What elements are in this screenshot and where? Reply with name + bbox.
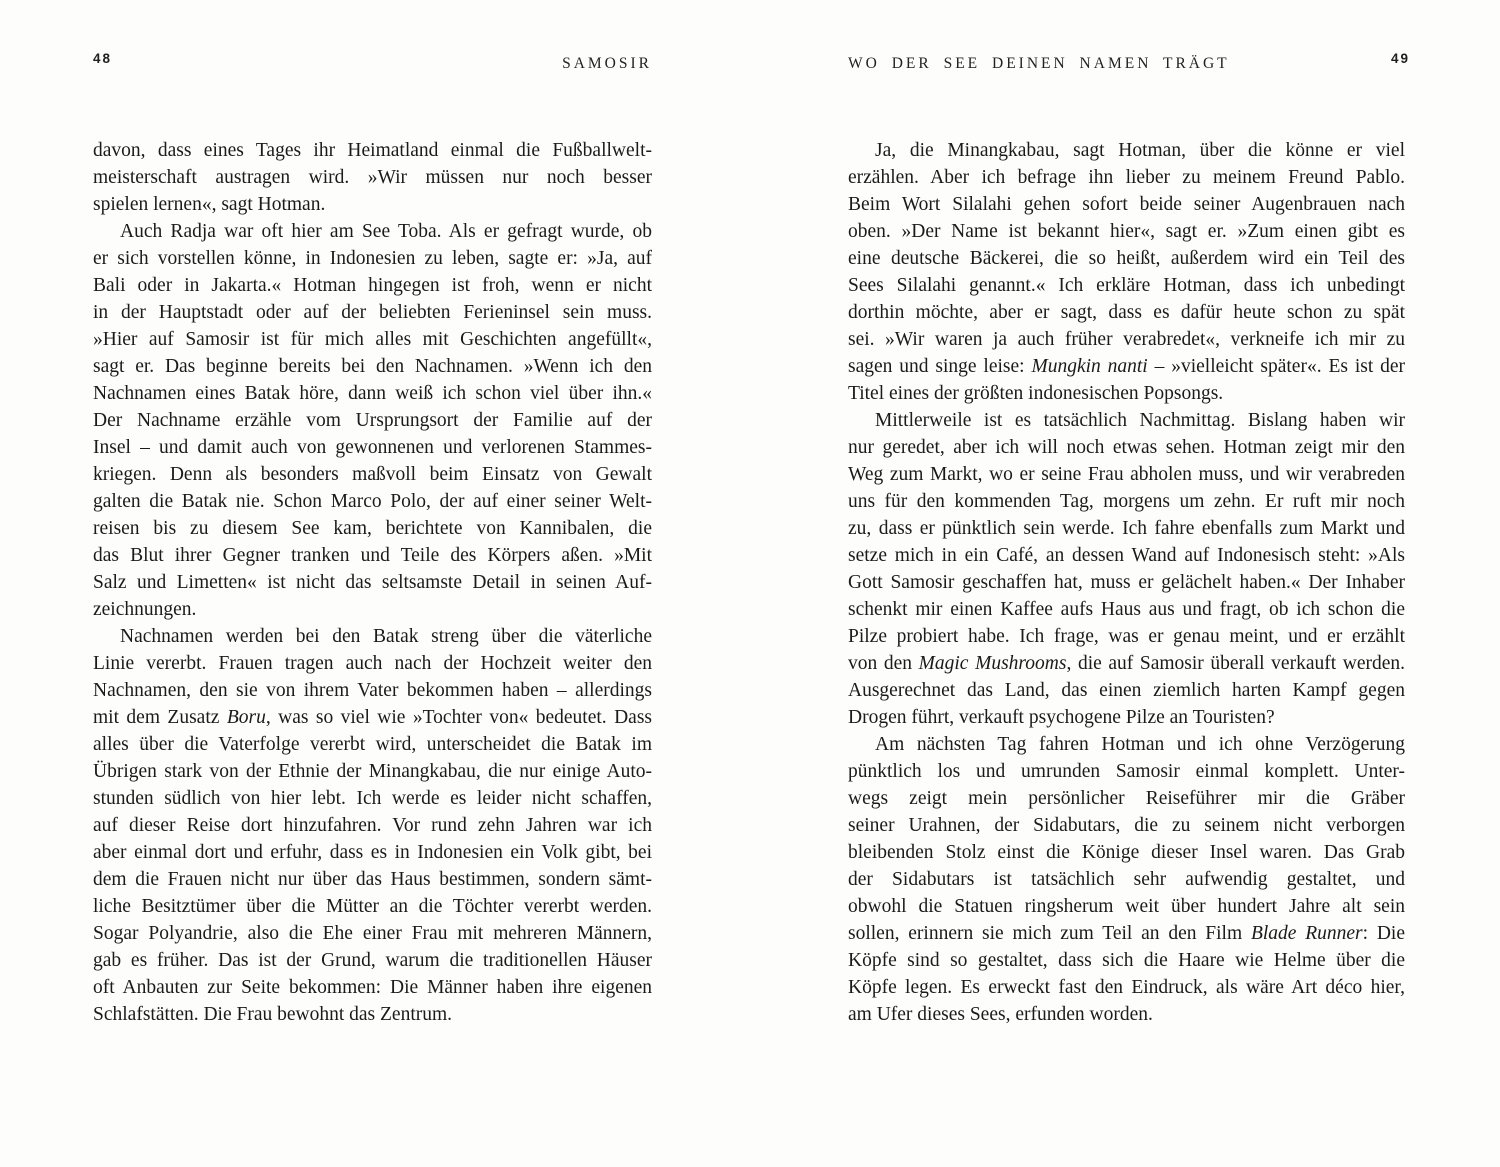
text-line: Weg zum Markt, wo er seine Frau abholen muss, und wir verabreden xyxy=(848,464,1405,485)
text-line: Bali oder in Jakarta.« Hotman hingegen ist froh, wenn er nicht xyxy=(93,275,652,296)
text-line: seiner Urahnen, der Sidabutars, die zu seinem nicht verborgen xyxy=(848,815,1405,836)
text-line: in der Hauptstadt oder auf der beliebten Ferieninsel sein muss. xyxy=(93,302,652,323)
text-line: Der Nachname erzähle vom Ursprungsort der Familie auf der xyxy=(93,410,652,431)
text-line: Köpfe legen. Es erweckt fast den Eindruck, als wäre Art déco hier, xyxy=(848,977,1405,998)
text-line: obwohl die Statuen ringsherum weit über hundert Jahre alt sein xyxy=(848,896,1405,917)
text-line: zu, dass er pünktlich sein werde. Ich fahre ebenfalls zum Markt und xyxy=(848,518,1405,539)
right-page-body xyxy=(848,137,1405,1028)
text-line: davon, dass eines Tages ihr Heimatland einmal die Fußballwelt- xyxy=(93,140,652,161)
text-line: bleibenden Stolz einst die Könige dieser Insel waren. Das Grab xyxy=(848,842,1405,863)
text-line: Pilze probiert habe. Ich frage, was er genau meint, und er erzählt xyxy=(848,626,1405,647)
text-line: aber einmal dort und erfuhr, dass es in Indonesien ein Volk gibt, bei xyxy=(93,842,652,863)
text-line: Gott Samosir geschaffen hat, muss er gelächelt haben.« Der Inhaber xyxy=(848,572,1405,593)
running-header-left: SAMOSIR xyxy=(562,55,652,72)
text-line: setze mich in ein Café, an dessen Wand auf Indonesisch steht: »Als xyxy=(848,545,1405,566)
left-page-body xyxy=(93,137,652,1028)
text-line: meisterschaft austragen wird. »Wir müssen nur noch besser xyxy=(93,167,652,188)
text-line: Ja, die Minangkabau, sagt Hotman, über die könne er viel xyxy=(875,140,1405,161)
text-line: Drogen führt, verkauft psychogene Pilze an Touristen? xyxy=(848,707,1275,728)
text-line: wegs zeigt mein persönlicher Reiseführer mir die Gräber xyxy=(848,788,1405,809)
text-line: spielen lernen«, sagt Hotman. xyxy=(93,194,326,215)
text-line: auf dieser Reise dort hinzufahren. Vor rund zehn Jahren war ich xyxy=(93,815,652,836)
text-line: Sogar Polyandrie, also die Ehe einer Frau mit mehreren Männern, xyxy=(93,923,652,944)
text-line: Sees Silalahi genannt.« Ich erkläre Hotman, dass ich unbedingt xyxy=(848,275,1405,296)
running-header-right: WO DER SEE DEINEN NAMEN TRÄGT xyxy=(848,55,1230,72)
text-line: Linie vererbt. Frauen tragen auch nach der Hochzeit weiter den xyxy=(93,653,652,674)
text-line: sagen und singe leise: Mungkin nanti – »vielleicht später«. Es ist der xyxy=(848,356,1405,377)
text-line: »Hier auf Samosir ist für mich alles mit Geschichten angefüllt«, xyxy=(93,329,652,350)
text-line: Ausgerechnet das Land, das einen ziemlich harten Kampf gegen xyxy=(848,680,1405,701)
text-line: Salz und Limetten« ist nicht das seltsamste Detail in seinen Auf- xyxy=(93,572,652,593)
text-line: Nachnamen, den sie von ihrem Vater bekommen haben – allerdings xyxy=(93,680,652,701)
text-line: Nachnamen werden bei den Batak streng über die väterliche xyxy=(120,626,652,647)
text-line: der Sidabutars ist tatsächlich sehr aufwendig gestaltet, und xyxy=(848,869,1405,890)
text-line: nur geredet, aber ich will noch etwas sehen. Hotman zeigt mir den xyxy=(848,437,1405,458)
text-line: alles über die Vaterfolge vererbt wird, unterscheidet die Batak im xyxy=(93,734,652,755)
text-line: pünktlich los und umrunden Samosir einmal komplett. Unter- xyxy=(848,761,1405,782)
text-line: sollen, erinnern sie mich zum Teil an den Film Blade Runner: Die xyxy=(848,923,1405,944)
text-line: Auch Radja war oft hier am See Toba. Als er gefragt wurde, ob xyxy=(120,221,652,242)
text-line: gab es früher. Das ist der Grund, warum die traditionellen Häuser xyxy=(93,950,652,971)
text-line: sei. »Wir waren ja auch früher verabredet«, verkneife ich mir zu xyxy=(848,329,1405,350)
text-line: am Ufer dieses Sees, erfunden worden. xyxy=(848,1004,1153,1025)
text-line: Mittlerweile ist es tatsächlich Nachmittag. Bislang haben wir xyxy=(875,410,1405,431)
text-line: Titel eines der größten indonesischen Popsongs. xyxy=(848,383,1224,404)
text-line: von den Magic Mushrooms, die auf Samosir überall verkauft werden. xyxy=(848,653,1405,674)
page-number-right: 49 xyxy=(1390,51,1410,66)
text-line: oft Anbauten zur Seite bekommen: Die Männer haben ihre eigenen xyxy=(93,977,652,998)
text-line: das Blut ihrer Gegner tranken und Teile des Körpers aßen. »Mit xyxy=(93,545,652,566)
text-line: Nachnamen eines Batak höre, dann weiß ich schon viel über ihn.« xyxy=(93,383,652,404)
text-line: stunden südlich von hier lebt. Ich werde es leider nicht schaffen, xyxy=(93,788,652,809)
text-line: er sich vorstellen könne, in Indonesien zu leben, sagte er: »Ja, auf xyxy=(93,248,652,269)
text-line: oben. »Der Name ist bekannt hier«, sagt er. »Zum einen gibt es xyxy=(848,221,1405,242)
page-number-left: 48 xyxy=(93,51,113,66)
text-line: Köpfe sind so gestaltet, dass sich die Haare wie Helme über die xyxy=(848,950,1405,971)
text-line: sagt er. Das beginne bereits bei den Nachnamen. »Wenn ich den xyxy=(93,356,652,377)
text-line: schenkt mir einen Kaffee aufs Haus aus und fragt, ob ich schon die xyxy=(848,599,1405,620)
text-line: dorthin möchte, aber er sagt, dass es dafür heute schon zu spät xyxy=(848,302,1405,323)
text-line: Beim Wort Silalahi gehen sofort beide seiner Augenbrauen nach xyxy=(848,194,1405,215)
text-line: zeichnungen. xyxy=(93,599,197,620)
text-line: Am nächsten Tag fahren Hotman und ich ohne Verzögerung xyxy=(875,734,1405,755)
text-line: dem die Frauen nicht nur über das Haus bestimmen, sondern sämt- xyxy=(93,869,652,890)
text-line: Schlafstätten. Die Frau bewohnt das Zentrum. xyxy=(93,1004,453,1025)
text-line: reisen bis zu diesem See kam, berichtete von Kannibalen, die xyxy=(93,518,652,539)
text-line: Insel – und damit auch von gewonnenen und verlorenen Stammes- xyxy=(93,437,652,458)
text-line: eine deutsche Bäckerei, die so heißt, außerdem wird ein Teil des xyxy=(848,248,1405,269)
text-line: mit dem Zusatz Boru, was so viel wie »Tochter von« bedeutet. Dass xyxy=(93,707,652,728)
text-line: erzählen. Aber ich befrage ihn lieber zu meinem Freund Pablo. xyxy=(848,167,1405,188)
text-line: Übrigen stark von der Ethnie der Minangkabau, die nur einige Auto- xyxy=(93,761,652,782)
text-line: kriegen. Denn als besonders maßvoll beim Einsatz von Gewalt xyxy=(93,464,652,485)
text-line: galten die Batak nie. Schon Marco Polo, der auf einer seiner Welt- xyxy=(93,491,652,512)
text-line: uns für den kommenden Tag, morgens um zehn. Er ruft mir noch xyxy=(848,491,1405,512)
text-line: liche Besitztümer über die Mütter an die Töchter vererbt werden. xyxy=(93,896,652,917)
